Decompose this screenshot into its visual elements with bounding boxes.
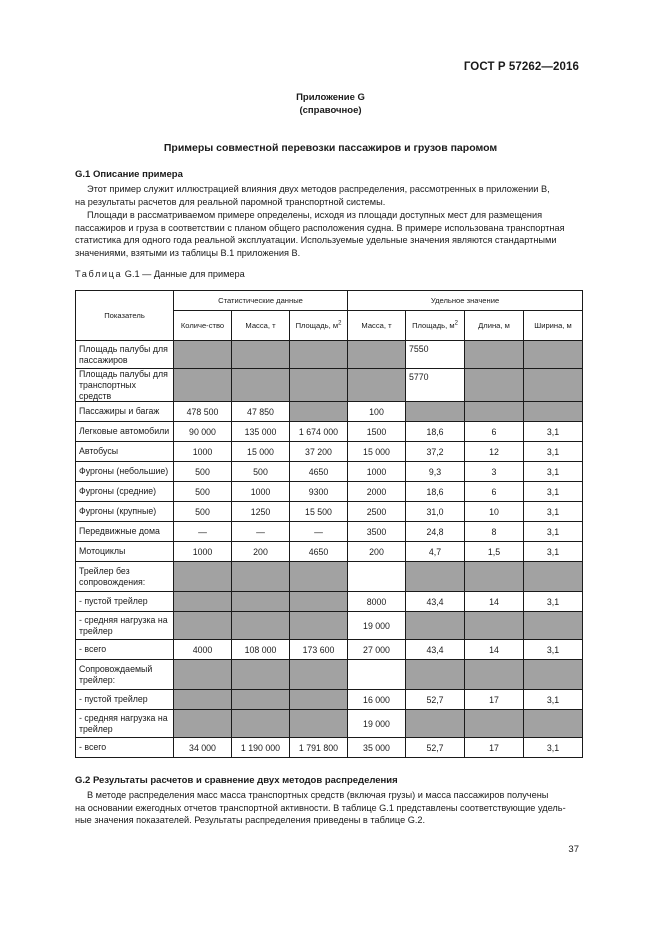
table-row bbox=[76, 462, 583, 482]
table-cell: 18,6 bbox=[406, 482, 465, 502]
table-cell bbox=[174, 612, 232, 640]
table-cell bbox=[232, 710, 290, 738]
row-label: Фургоны (средние) bbox=[76, 482, 174, 502]
table-cell bbox=[232, 660, 290, 690]
text-line: на основании ежегодных отчетов транспортной активности. В таблице G.1 представлены соответствующие удель- bbox=[75, 802, 566, 813]
table-cell: 19 000 bbox=[348, 612, 406, 640]
row-label: Фургоны (небольшие) bbox=[76, 462, 174, 482]
annex-title: Приложение G bbox=[296, 92, 365, 103]
table-cell: 37,2 bbox=[406, 442, 465, 462]
table-cell bbox=[524, 562, 583, 592]
table-cell bbox=[348, 369, 406, 402]
header-spec-area-sup: 2 bbox=[454, 320, 458, 327]
table-cell bbox=[174, 690, 232, 710]
table-cell: 9,3 bbox=[406, 462, 465, 482]
table-cell: 15 500 bbox=[290, 502, 348, 522]
table-cell bbox=[290, 369, 348, 402]
table-cell: 15 000 bbox=[348, 442, 406, 462]
table-caption bbox=[75, 269, 245, 279]
table-cell: 500 bbox=[174, 462, 232, 482]
table-cell: 1 674 000 bbox=[290, 422, 348, 442]
table-cell: 47 850 bbox=[232, 402, 290, 422]
table-cell: 19 000 bbox=[348, 710, 406, 738]
page-title: Примеры совместной перевозки пассажиров и грузов паромом bbox=[163, 142, 498, 154]
header-spec-mass: Масса, т bbox=[348, 311, 406, 341]
table-cell: 478 500 bbox=[174, 402, 232, 422]
table-row bbox=[76, 482, 583, 502]
table-cell bbox=[232, 612, 290, 640]
header-spec-group: Удельное значение bbox=[348, 291, 583, 311]
table-cell: — bbox=[290, 522, 348, 542]
table-row bbox=[76, 442, 583, 462]
table-row bbox=[76, 542, 583, 562]
text-line: В методе распределения масс масса транспортных средств (включая грузы) и масса пассажиров получены bbox=[87, 790, 549, 800]
table-cell: 8000 bbox=[348, 592, 406, 612]
table-cell bbox=[290, 341, 348, 369]
table-cell bbox=[290, 710, 348, 738]
table-cell bbox=[465, 660, 524, 690]
table-cell bbox=[524, 369, 583, 402]
table-cell: 1250 bbox=[232, 502, 290, 522]
table-cell bbox=[290, 690, 348, 710]
header-quantity: Количе-ство bbox=[174, 311, 232, 341]
table-row bbox=[76, 341, 583, 369]
table-cell bbox=[406, 660, 465, 690]
section-heading-g1: G.1 Описание примера bbox=[75, 169, 183, 180]
table-cell: — bbox=[232, 522, 290, 542]
table-row bbox=[76, 502, 583, 522]
table-cell bbox=[174, 369, 232, 402]
table-cell bbox=[232, 592, 290, 612]
table-cell bbox=[290, 592, 348, 612]
table-cell: 3,1 bbox=[524, 640, 583, 660]
table-cell: 3,1 bbox=[524, 592, 583, 612]
paragraph-g1-2 bbox=[75, 209, 582, 259]
row-label: - пустой трейлер bbox=[76, 592, 174, 612]
paragraph-g2-1 bbox=[75, 789, 582, 827]
table-cell bbox=[174, 660, 232, 690]
header-stat-group: Статистические данные bbox=[174, 291, 348, 311]
table-cell: 8 bbox=[465, 522, 524, 542]
table-cell: 3,1 bbox=[524, 738, 583, 758]
table-row bbox=[76, 402, 583, 422]
table-cell bbox=[465, 369, 524, 402]
table-row bbox=[76, 710, 583, 738]
table-cell: 500 bbox=[174, 482, 232, 502]
table-cell bbox=[290, 660, 348, 690]
table-cell: 14 bbox=[465, 592, 524, 612]
text-line: статистика для одного года реальной эксплуатации. Используемые удельные значения являются стандартными bbox=[75, 235, 557, 246]
row-label: Трейлер без сопровождения: bbox=[76, 562, 174, 592]
table-cell: 3,1 bbox=[524, 462, 583, 482]
table-cell bbox=[174, 341, 232, 369]
table-cell bbox=[290, 612, 348, 640]
table-cell bbox=[348, 660, 406, 690]
table-cell: 3,1 bbox=[524, 522, 583, 542]
table-cell: 173 600 bbox=[290, 640, 348, 660]
header-area-text: Площадь, м bbox=[295, 320, 339, 330]
table-row bbox=[76, 562, 583, 592]
table-cell: 1000 bbox=[232, 482, 290, 502]
table-cell: 34 000 bbox=[174, 738, 232, 758]
table-cell: 17 bbox=[465, 738, 524, 758]
header-width: Ширина, м bbox=[524, 311, 583, 341]
table-cell: 1000 bbox=[348, 462, 406, 482]
table-cell: 37 200 bbox=[290, 442, 348, 462]
table-cell bbox=[348, 562, 406, 592]
row-label: Мотоциклы bbox=[76, 542, 174, 562]
table-cell bbox=[348, 341, 406, 369]
table-cell: 3,1 bbox=[524, 502, 583, 522]
table-cell: 500 bbox=[232, 462, 290, 482]
text-line: ные значения показателей. Результаты распределения приведены в таблице G.2. bbox=[75, 815, 426, 826]
table-cell: 12 bbox=[465, 442, 524, 462]
table-cell bbox=[465, 341, 524, 369]
header-area bbox=[290, 311, 348, 341]
table-cell bbox=[524, 710, 583, 738]
row-label: Легковые автомобили bbox=[76, 422, 174, 442]
row-label: - пустой трейлер bbox=[76, 690, 174, 710]
table-cell: 52,7 bbox=[406, 738, 465, 758]
table-cell: 4000 bbox=[174, 640, 232, 660]
table-cell: 3,1 bbox=[524, 542, 583, 562]
table-cell: 4,7 bbox=[406, 542, 465, 562]
table-cell: 17 bbox=[465, 690, 524, 710]
table-row bbox=[76, 592, 583, 612]
table-caption-prefix: Таблица bbox=[75, 269, 123, 279]
table-cell bbox=[465, 612, 524, 640]
table-cell bbox=[232, 369, 290, 402]
table-cell: 24,8 bbox=[406, 522, 465, 542]
text-line: пассажиров и груза в соответствии с планом общего расположения судна. В примере использована транспортная bbox=[75, 222, 565, 233]
row-label: Площадь палубы для транспортных средств bbox=[76, 369, 174, 402]
row-label: Фургоны (крупные) bbox=[76, 502, 174, 522]
table-row bbox=[76, 522, 583, 542]
table-cell bbox=[524, 660, 583, 690]
table-cell bbox=[406, 710, 465, 738]
table-cell: 500 bbox=[174, 502, 232, 522]
table-row bbox=[76, 369, 583, 402]
table-row bbox=[76, 422, 583, 442]
table-cell bbox=[465, 710, 524, 738]
table-cell: 3,1 bbox=[524, 422, 583, 442]
table-cell bbox=[174, 710, 232, 738]
header-length: Длина, м bbox=[465, 311, 524, 341]
header-spec-area bbox=[406, 311, 465, 341]
table-cell: 7550 bbox=[406, 341, 465, 369]
table-cell: 1000 bbox=[174, 442, 232, 462]
table-cell: 18,6 bbox=[406, 422, 465, 442]
text-line: значениями, взятыми из таблицы В.1 приложения В. bbox=[75, 247, 301, 258]
table-cell: 1,5 bbox=[465, 542, 524, 562]
header-area-sup: 2 bbox=[338, 320, 342, 327]
paragraph-g1-1 bbox=[75, 183, 582, 208]
annex-heading bbox=[0, 91, 661, 117]
row-label: Передвижные дома bbox=[76, 522, 174, 542]
table-cell bbox=[524, 402, 583, 422]
table-cell: 6 bbox=[465, 422, 524, 442]
table-cell bbox=[406, 612, 465, 640]
row-label: Сопровождаемый трейлер: bbox=[76, 660, 174, 690]
table-caption-text: G.1 — Данные для примера bbox=[124, 269, 245, 279]
table-cell bbox=[232, 562, 290, 592]
table-row bbox=[76, 612, 583, 640]
table-cell: 5770 bbox=[406, 369, 465, 402]
table-cell: 1 791 800 bbox=[290, 738, 348, 758]
table-cell: 4650 bbox=[290, 462, 348, 482]
table-row bbox=[76, 738, 583, 758]
table-cell bbox=[232, 341, 290, 369]
row-label: Автобусы bbox=[76, 442, 174, 462]
table-cell: 1000 bbox=[174, 542, 232, 562]
table-cell: 108 000 bbox=[232, 640, 290, 660]
text-line: на результаты расчетов для реальной паромной транспортной системы. bbox=[75, 196, 386, 207]
table-cell: 3,1 bbox=[524, 442, 583, 462]
table-cell: 135 000 bbox=[232, 422, 290, 442]
row-label: Площадь палубы для пассажиров bbox=[76, 341, 174, 369]
table-row bbox=[76, 640, 583, 660]
annex-subtitle: (справочное) bbox=[299, 105, 362, 116]
table-cell bbox=[174, 592, 232, 612]
table-cell: 3,1 bbox=[524, 482, 583, 502]
text-line: Этот пример служит иллюстрацией влияния двух методов распределения, рассмотренных в приложении В, bbox=[87, 184, 550, 194]
table-cell: 52,7 bbox=[406, 690, 465, 710]
table-cell: 6 bbox=[465, 482, 524, 502]
table-cell: 14 bbox=[465, 640, 524, 660]
header-mass: Масса, т bbox=[232, 311, 290, 341]
table-cell bbox=[465, 402, 524, 422]
data-table bbox=[75, 290, 583, 758]
table-cell: 4650 bbox=[290, 542, 348, 562]
table-cell: 15 000 bbox=[232, 442, 290, 462]
table-cell: 3 bbox=[465, 462, 524, 482]
table-cell: 1 190 000 bbox=[232, 738, 290, 758]
table-cell bbox=[290, 402, 348, 422]
table-cell: 43,4 bbox=[406, 592, 465, 612]
table-cell: — bbox=[174, 522, 232, 542]
row-label: - средняя нагрузка на трейлер bbox=[76, 612, 174, 640]
text-line: Площади в рассматриваемом примере определены, исходя из площади доступных мест для размещения bbox=[87, 210, 543, 220]
table-cell: 35 000 bbox=[348, 738, 406, 758]
row-label: - всего bbox=[76, 738, 174, 758]
table-cell: 3500 bbox=[348, 522, 406, 542]
table-cell: 200 bbox=[348, 542, 406, 562]
table-cell: 200 bbox=[232, 542, 290, 562]
standard-code: ГОСТ Р 57262—2016 bbox=[463, 61, 579, 73]
table-cell bbox=[290, 562, 348, 592]
table-cell: 2500 bbox=[348, 502, 406, 522]
table-row bbox=[76, 660, 583, 690]
table-cell: 16 000 bbox=[348, 690, 406, 710]
table-cell: 1500 bbox=[348, 422, 406, 442]
table-cell bbox=[524, 612, 583, 640]
table-cell bbox=[524, 341, 583, 369]
table-cell: 27 000 bbox=[348, 640, 406, 660]
table-cell: 10 bbox=[465, 502, 524, 522]
row-label: Пассажиры и багаж bbox=[76, 402, 174, 422]
table-cell: 2000 bbox=[348, 482, 406, 502]
header-spec-area-text: Площадь, м bbox=[412, 320, 455, 330]
table-cell: 3,1 bbox=[524, 690, 583, 710]
table-cell: 9300 bbox=[290, 482, 348, 502]
table-cell: 43,4 bbox=[406, 640, 465, 660]
table-row bbox=[76, 690, 583, 710]
row-label: - всего bbox=[76, 640, 174, 660]
table-cell bbox=[232, 690, 290, 710]
page-number: 37 bbox=[568, 844, 579, 855]
table-cell bbox=[174, 562, 232, 592]
table-cell: 90 000 bbox=[174, 422, 232, 442]
table-cell bbox=[406, 402, 465, 422]
table-cell bbox=[465, 562, 524, 592]
row-label: - средняя нагрузка на трейлер bbox=[76, 710, 174, 738]
table-cell bbox=[406, 562, 465, 592]
header-indicator: Показатель bbox=[76, 291, 174, 341]
table-cell: 31,0 bbox=[406, 502, 465, 522]
table-cell: 100 bbox=[348, 402, 406, 422]
section-heading-g2: G.2 Результаты расчетов и сравнение двух методов распределения bbox=[75, 775, 398, 786]
